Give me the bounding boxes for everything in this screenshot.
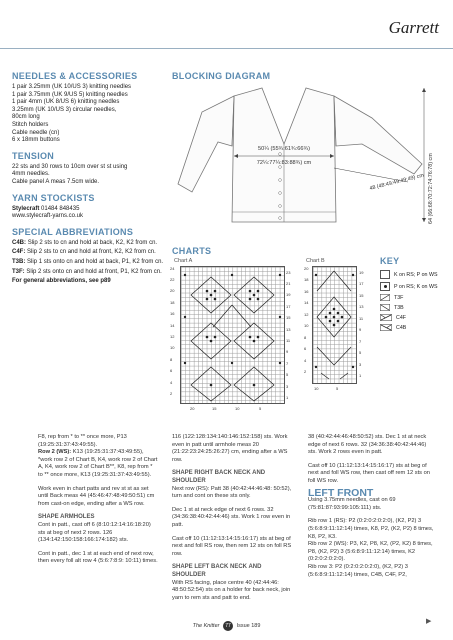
chart-a-symbols [181,267,284,403]
stockist-website[interactable]: www.stylecraft-yarns.co.uk [12,213,84,220]
needle-line: Stitch holders [12,121,49,128]
abbrev-text: Slip 2 sts onto cn and hold at front, P1, K2 from cn. [26,268,162,275]
abbrev-term: T3B: [12,258,26,265]
row-number: 6 [304,346,307,351]
row-number: 4 [170,380,173,385]
row-number: 21 [286,281,291,286]
paragraph: Work even in chart patts and rev st st as set until Back meas 44 (45:46:47:48:49:50:51) cm from cast-on edge, ending after a WS row. [38,485,155,507]
paragraph: Cast off 10 (11:12:13:14:15:16:17) sts at beg of next and foll RS row, then rem 12 sts on foll RS row. [172,535,292,557]
row-number: 20 [170,288,175,293]
chart-key [380,256,448,334]
col-number: 20 [190,406,195,411]
row-number: 11 [286,338,291,343]
issue-number: Issue 189 [236,623,261,629]
row-number: 5 [286,372,289,377]
row-number: 14 [304,300,309,305]
needle-line: 1 pair 3.25mm (UK 10/US 3) knitting needles [12,84,132,90]
column-3 [308,434,436,579]
next-page-arrow-icon[interactable]: ▶ [426,618,432,625]
paragraph: Cast off 10 (11:12:13:14:15:16:17) sts at beg of next and foll WS row, then cast off rem 12 sts on foll WS row. [308,462,430,484]
key-label: T3F [394,294,404,301]
column-2 [172,434,292,602]
paragraph: 116 (122:128:134:140:146:152:158) sts. Work even in patt until armhole meas 20 (21:22:23:24:25:26:27) cm, ending after a WS row. [172,434,288,463]
row-number: 11 [359,316,364,321]
key-label: K on RS; P on WS [394,271,438,278]
row-number: 1 [359,373,362,378]
left-front-heading: LEFT FRONT [308,486,374,499]
t3b-icon [380,304,390,311]
row-number: 15 [359,293,364,298]
col-number: 10 [235,406,240,411]
abbrev-text: Slip 2 sts to cn and hold at front, K2, K2 from cn. [27,249,156,256]
key-item [380,324,448,331]
paragraph: With RS facing, place centre 40 (42:44:46: 48:50:52:54) sts on a holder for back neck, join yarn to rem sts and patt to end. [172,579,291,601]
row-number: 10 [170,345,175,350]
paragraph: Next row (RS): Patt 38 (40:42:44:46:48: 50:52), turn and cont on these sts only. [172,485,292,500]
section-heading: SHAPE ARMHOLES [38,514,95,521]
title-divider [0,48,453,49]
charts-heading: CHARTS [172,246,212,256]
row-number: 22 [170,277,175,282]
row-number: 7 [286,361,289,366]
t3f-icon [380,294,390,301]
magazine-name: The Knitter [192,623,220,629]
row-number: 10 [304,323,309,328]
needle-line: 80cm long [12,114,40,121]
row-number: 3 [286,384,289,389]
row-number: 18 [170,300,175,305]
section-heading: SHAPE RIGHT BACK NECK AND SHOULDER [172,470,266,484]
length-measure: 64 (66:68:70:72:74:76:78) cm [428,153,434,224]
row-number: 6 [170,368,173,373]
row-number: 8 [304,335,307,340]
chart-b-rows-right [359,270,367,386]
paragraph: Rib row 2 (WS): P3, K2, P8, K2, (P2, K2) 8 times, P8, (K2, P2) 3 (5:6:8:9:11:12:14) times, K2 (0:2:0:2:0:2:0). [308,541,433,563]
needles-heading: NEEDLES & ACCESSORIES [12,71,138,81]
blocking-diagram [172,84,442,234]
diagram-heading: BLOCKING DIAGRAM [172,71,271,81]
row-number: 9 [286,349,289,354]
row-number: 13 [286,327,291,332]
row-number: 17 [286,304,291,309]
row-number: 13 [359,304,364,309]
page-number: 77 [223,621,233,631]
paragraph: Rib row 1 (RS): P2 (0:2:0:2:0:2:0), (K2, P2) 3 (5:6:8:9:11:12:14) times, K8, P2, (K2, P2) 8 times, K8, P2, K3. [308,518,434,540]
key-item [380,304,448,311]
key-heading: KEY [380,256,400,266]
paragraph: K13 (19:25:31:37:43:49:55), *work row 2 of Chart B, K4, work row 2 of Chart A, K4, work row 2 of Chart B**, K8, rep from * to ** once more, K13 (19:25:31:37:43:49:55). [38,449,158,478]
abbrev-term: C4F: [12,249,26,256]
chart-b-grid [312,266,357,384]
empty-square-icon [380,270,390,279]
paragraph: Using 3.75mm needles, cast on 69 (75:81:87:93:99:105:111) sts. [308,497,396,511]
paragraph: Cont in patt., dec 1 st at each end of next row, then every foll alt row 4 (5:6:7:8:9: 10:11) times. [38,550,158,565]
needles-section [12,71,164,286]
row-number: 23 [286,270,291,275]
row-number: 7 [359,339,362,344]
tension-line: 22 sts and 30 rows to 10cm over st st using [12,163,128,170]
abbrev-general: For general abbreviations, see p89 [12,278,111,285]
row-number: 24 [170,266,175,271]
row-number: 14 [170,323,175,328]
row-number: 15 [286,315,291,320]
c4b-icon [380,324,392,331]
row-number: 19 [359,270,364,275]
needle-line: 1 pair 4mm (UK 8/US 6) knitting needles [12,99,120,106]
chart-a-rows-right [286,270,294,406]
stockists-heading: YARN STOCKISTS [12,192,95,203]
paragraph: F8, rep from * to ** once more, P13 (19:25:31:37:43:49:55). [38,434,127,448]
col-number: 15 [212,406,217,411]
row-number: 8 [170,357,173,362]
abbrev-heading: SPECIAL ABBREVIATIONS [12,226,134,237]
row-number: 20 [304,266,309,271]
row-number: 17 [359,281,364,286]
needle-line: 6 x 18mm buttons [12,137,60,144]
abbrev-text: Slip 1 sts onto cn and hold at back, P1, K2 from cn. [27,258,164,265]
c4f-icon [380,314,392,321]
key-item [380,294,448,301]
row-number: 18 [304,277,309,282]
key-label: C4F [396,314,407,321]
chart-a-columns [180,406,283,412]
abbrev-term: T3F: [12,268,25,275]
page-title: Garrett [388,18,439,37]
key-label: T3B [394,304,404,311]
chart-a-label: Chart A [174,258,193,264]
abbrev-text: Slip 2 sts to cn and hold at back, K2, K2 from cn. [27,239,158,246]
needle-line: Cable needle (cn) [12,129,60,136]
stockist-name: Stylecraft [12,205,40,212]
chart-a-grid [180,266,285,404]
row-number: 12 [304,312,309,317]
paragraph: Rib row 3: P2 (0:2:0:2:0:2:0), (K2, P2) 3 (5:6:8:9:11:12:14) times, C4B, C4F, P2, [308,563,408,578]
row-number: 5 [359,350,362,355]
row-number: 2 [170,391,173,396]
paragraph: Cont in patt., cast off 6 (8:10:12:14:16:18:20) sts at beg of next 2 rows. 126 (134:142:150:158:166:174:182) sts. [38,521,151,544]
col-number: 5 [336,386,339,391]
key-label: P on RS; K on WS [394,283,438,290]
tension-line: 4mm needles. [12,171,50,178]
chart-a-rows-left [170,266,178,402]
row-heading: Row 2 (WS): [38,449,72,456]
row-number: 16 [170,311,175,316]
row-number: 19 [286,292,291,297]
key-item [380,270,448,279]
col-number: 5 [259,406,262,411]
dot-square-icon [380,282,390,291]
row-number: 16 [304,289,309,294]
key-item [380,314,448,321]
chart-b-label: Chart B [306,258,325,264]
row-number: 9 [359,327,362,332]
chest-measure-bottom: 72¼:77¼:83:88¾) cm [256,160,312,166]
paragraph: 38 (40:42:44:46:48:50:52) sts. Dec 1 st at neck edge of next 6 rows. 32 (34:36:38:40:42:44:46) sts. Work 2 rows even in patt. [308,434,427,456]
row-number: 1 [286,395,289,400]
row-number: 4 [304,358,307,363]
tension-heading: TENSION [12,150,55,161]
chart-b-columns [312,386,355,392]
section-heading: SHAPE LEFT BACK NECK AND SHOULDER [172,564,262,578]
paragraph: Dec 1 st at neck edge of next 6 rows. 32 (34:36:38:40:42:44:46) sts. Work 1 row even in patt. [172,506,291,528]
tension-line: Cable panel A meas 7.5cm wide. [12,178,100,185]
chest-measure-top: 50¼ (55¾:61¾:66¾) [258,146,310,152]
needle-line: 1 pair 3.75mm (UK 9/US 5) knitting needles [12,91,128,98]
page-footer [0,621,453,631]
abbrev-term: C4B: [12,239,27,246]
stockist-phone: 01484 848435 [41,205,80,212]
row-number: 3 [359,362,362,367]
needle-line: 3.25mm (UK 10/US 3) circular needles, [12,106,117,113]
key-item [380,282,448,291]
chart-b-symbols [313,267,356,383]
col-number: 10 [314,386,319,391]
row-number: 12 [170,334,175,339]
key-label: C4B [396,324,407,331]
row-number: 2 [304,369,307,374]
column-1 [38,434,158,566]
chart-b-rows-left [304,266,312,382]
sleeve-measure: 48 (48:49:49:49:49) cm [369,172,425,192]
